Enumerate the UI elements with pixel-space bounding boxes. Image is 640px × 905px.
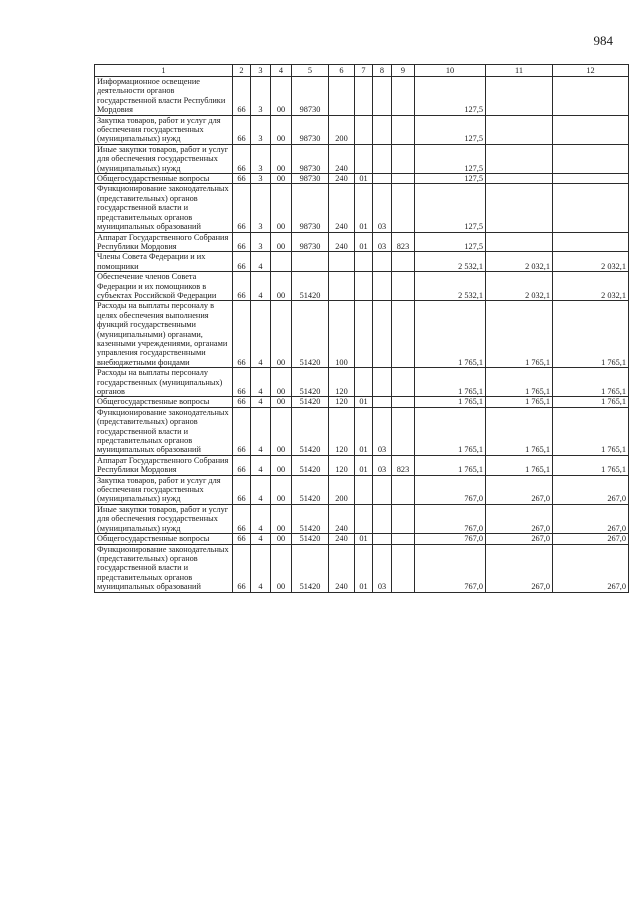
code-cell: 66	[233, 455, 251, 475]
code-cell: 51420	[292, 272, 329, 301]
column-header: 10	[415, 65, 486, 77]
row-name-cell: Функционирование законодательных (представительных) органов государственной власти и представительных органов муниципальных образований	[95, 407, 233, 455]
column-header: 1	[95, 65, 233, 77]
code-cell	[373, 144, 392, 173]
code-cell: 3	[251, 115, 271, 144]
code-cell: 51420	[292, 397, 329, 407]
amount-cell: 1 765,1	[486, 407, 553, 455]
amount-cell: 2 532,1	[415, 272, 486, 301]
amount-cell: 1 765,1	[486, 301, 553, 368]
table-row	[95, 407, 629, 455]
code-cell	[355, 301, 373, 368]
code-cell	[355, 368, 373, 397]
code-cell: 66	[233, 232, 251, 252]
code-cell: 01	[355, 534, 373, 544]
row-name-cell: Расходы на выплаты персоналу государственных (муниципальных) органов	[95, 368, 233, 397]
row-name-cell: Общегосударственные вопросы	[95, 534, 233, 544]
code-cell: 01	[355, 184, 373, 232]
code-cell: 00	[271, 77, 292, 116]
code-cell	[373, 504, 392, 533]
code-cell	[392, 504, 415, 533]
row-name-cell: Члены Совета Федерации и их помощники	[95, 252, 233, 272]
amount-cell: 2 032,1	[553, 272, 629, 301]
page-number: 984	[593, 33, 613, 48]
amount-cell: 2 032,1	[486, 272, 553, 301]
code-cell	[392, 301, 415, 368]
amount-cell: 127,5	[415, 232, 486, 252]
table-row	[95, 184, 629, 232]
code-cell	[392, 397, 415, 407]
amount-cell: 1 765,1	[553, 455, 629, 475]
table-row	[95, 272, 629, 301]
code-cell: 66	[233, 272, 251, 301]
code-cell: 51420	[292, 544, 329, 592]
table-row	[95, 455, 629, 475]
amount-cell: 267,0	[553, 534, 629, 544]
table-row	[95, 144, 629, 173]
code-cell: 98730	[292, 174, 329, 184]
amount-cell: 1 765,1	[486, 368, 553, 397]
code-cell	[392, 77, 415, 116]
row-name-cell: Общегосударственные вопросы	[95, 174, 233, 184]
column-header: 6	[329, 65, 355, 77]
code-cell	[373, 368, 392, 397]
code-cell: 4	[251, 455, 271, 475]
row-name-cell: Иные закупки товаров, работ и услуг для обеспечения государственных (муниципальных) нужд	[95, 144, 233, 173]
code-cell: 51420	[292, 301, 329, 368]
row-name-cell: Закупка товаров, работ и услуг для обеспечения государственных (муниципальных) нужд	[95, 115, 233, 144]
amount-cell: 267,0	[486, 544, 553, 592]
code-cell: 66	[233, 544, 251, 592]
code-cell	[392, 252, 415, 272]
code-cell: 66	[233, 174, 251, 184]
code-cell	[392, 115, 415, 144]
code-cell: 98730	[292, 77, 329, 116]
code-cell: 4	[251, 534, 271, 544]
code-cell	[392, 272, 415, 301]
table-row	[95, 475, 629, 504]
code-cell: 823	[392, 455, 415, 475]
code-cell: 3	[251, 232, 271, 252]
column-header: 3	[251, 65, 271, 77]
amount-cell: 1 765,1	[415, 455, 486, 475]
code-cell: 03	[373, 184, 392, 232]
code-cell	[355, 77, 373, 116]
code-cell: 240	[329, 544, 355, 592]
code-cell: 98730	[292, 144, 329, 173]
code-cell	[329, 77, 355, 116]
code-cell: 51420	[292, 504, 329, 533]
code-cell	[271, 252, 292, 272]
code-cell: 66	[233, 397, 251, 407]
column-header: 12	[553, 65, 629, 77]
table-row	[95, 544, 629, 592]
code-cell	[329, 272, 355, 301]
amount-cell: 767,0	[415, 544, 486, 592]
code-cell	[355, 504, 373, 533]
amount-cell: 267,0	[553, 544, 629, 592]
code-cell: 00	[271, 301, 292, 368]
code-cell	[373, 272, 392, 301]
code-cell: 120	[329, 407, 355, 455]
code-cell: 98730	[292, 184, 329, 232]
amount-cell	[553, 77, 629, 116]
code-cell: 4	[251, 252, 271, 272]
code-cell: 03	[373, 455, 392, 475]
code-cell: 240	[329, 504, 355, 533]
column-header: 2	[233, 65, 251, 77]
table-row	[95, 252, 629, 272]
code-cell	[392, 174, 415, 184]
code-cell	[373, 534, 392, 544]
code-cell: 240	[329, 184, 355, 232]
code-cell	[329, 252, 355, 272]
code-cell: 4	[251, 301, 271, 368]
amount-cell: 1 765,1	[553, 301, 629, 368]
code-cell: 4	[251, 504, 271, 533]
code-cell: 00	[271, 455, 292, 475]
code-cell	[373, 252, 392, 272]
table-row	[95, 397, 629, 407]
amount-cell: 267,0	[486, 534, 553, 544]
budget-table	[94, 64, 629, 593]
code-cell: 03	[373, 232, 392, 252]
amount-cell: 1 765,1	[553, 368, 629, 397]
code-cell: 66	[233, 407, 251, 455]
code-cell	[392, 368, 415, 397]
amount-cell: 267,0	[553, 475, 629, 504]
code-cell: 4	[251, 397, 271, 407]
code-cell: 51420	[292, 455, 329, 475]
amount-cell: 127,5	[415, 115, 486, 144]
amount-cell	[553, 115, 629, 144]
code-cell: 00	[271, 475, 292, 504]
code-cell: 01	[355, 397, 373, 407]
table-row	[95, 77, 629, 116]
code-cell: 3	[251, 77, 271, 116]
amount-cell: 2 032,1	[486, 252, 553, 272]
table-row	[95, 368, 629, 397]
code-cell	[373, 115, 392, 144]
code-cell: 66	[233, 252, 251, 272]
column-header: 8	[373, 65, 392, 77]
row-name-cell: Иные закупки товаров, работ и услуг для обеспечения государственных (муниципальных) нужд	[95, 504, 233, 533]
code-cell: 51420	[292, 368, 329, 397]
amount-cell: 127,5	[415, 144, 486, 173]
code-cell: 3	[251, 174, 271, 184]
table-row	[95, 504, 629, 533]
code-cell	[392, 544, 415, 592]
code-cell	[373, 301, 392, 368]
row-name-cell: Обеспечение членов Совета Федерации и их помощников в субъектах Российской Федерации	[95, 272, 233, 301]
amount-cell: 767,0	[415, 504, 486, 533]
code-cell	[355, 475, 373, 504]
code-cell: 01	[355, 232, 373, 252]
code-cell: 66	[233, 301, 251, 368]
code-cell: 200	[329, 475, 355, 504]
column-header: 7	[355, 65, 373, 77]
amount-cell: 1 765,1	[415, 368, 486, 397]
code-cell	[292, 252, 329, 272]
code-cell	[373, 475, 392, 504]
code-cell: 00	[271, 144, 292, 173]
code-cell: 66	[233, 504, 251, 533]
row-name-cell: Аппарат Государственного Собрания Республики Мордовия	[95, 455, 233, 475]
code-cell	[392, 475, 415, 504]
table-row	[95, 301, 629, 368]
amount-cell: 267,0	[486, 504, 553, 533]
amount-cell	[553, 184, 629, 232]
row-name-cell: Функционирование законодательных (представительных) органов государственной власти и представительных органов муниципальных образований	[95, 184, 233, 232]
code-cell	[392, 407, 415, 455]
code-cell: 66	[233, 534, 251, 544]
code-cell: 51420	[292, 475, 329, 504]
code-cell: 3	[251, 184, 271, 232]
code-cell	[355, 252, 373, 272]
amount-cell: 1 765,1	[486, 397, 553, 407]
code-cell: 00	[271, 174, 292, 184]
column-header: 4	[271, 65, 292, 77]
amount-cell: 1 765,1	[415, 397, 486, 407]
code-cell	[355, 272, 373, 301]
column-header: 9	[392, 65, 415, 77]
code-cell: 51420	[292, 407, 329, 455]
amount-cell: 1 765,1	[553, 397, 629, 407]
column-header: 5	[292, 65, 329, 77]
code-cell	[392, 534, 415, 544]
amount-cell	[486, 144, 553, 173]
row-name-cell: Информационное освещение деятельности органов государственной власти Республики Мордовия	[95, 77, 233, 116]
code-cell: 00	[271, 115, 292, 144]
code-cell: 66	[233, 77, 251, 116]
code-cell: 01	[355, 407, 373, 455]
code-cell: 200	[329, 115, 355, 144]
code-cell: 00	[271, 397, 292, 407]
amount-cell	[553, 144, 629, 173]
amount-cell	[486, 115, 553, 144]
amount-cell: 2 032,1	[553, 252, 629, 272]
code-cell: 00	[271, 504, 292, 533]
code-cell: 01	[355, 455, 373, 475]
code-cell: 823	[392, 232, 415, 252]
code-cell: 00	[271, 232, 292, 252]
table-row	[95, 232, 629, 252]
code-cell: 51420	[292, 534, 329, 544]
code-cell	[392, 184, 415, 232]
code-cell: 98730	[292, 232, 329, 252]
amount-cell	[553, 232, 629, 252]
code-cell: 00	[271, 272, 292, 301]
amount-cell	[486, 232, 553, 252]
amount-cell: 1 765,1	[486, 455, 553, 475]
table-row	[95, 174, 629, 184]
code-cell: 4	[251, 407, 271, 455]
table-row	[95, 115, 629, 144]
column-header: 11	[486, 65, 553, 77]
code-cell: 3	[251, 144, 271, 173]
code-cell: 98730	[292, 115, 329, 144]
code-cell	[373, 174, 392, 184]
code-cell: 03	[373, 407, 392, 455]
table-row	[95, 534, 629, 544]
amount-cell: 127,5	[415, 184, 486, 232]
amount-cell: 127,5	[415, 77, 486, 116]
amount-cell: 267,0	[553, 504, 629, 533]
code-cell	[373, 397, 392, 407]
code-cell: 00	[271, 184, 292, 232]
code-cell: 4	[251, 272, 271, 301]
code-cell: 00	[271, 407, 292, 455]
code-cell: 4	[251, 475, 271, 504]
amount-cell: 1 765,1	[415, 407, 486, 455]
code-cell: 240	[329, 534, 355, 544]
amount-cell: 1 765,1	[553, 407, 629, 455]
code-cell: 4	[251, 368, 271, 397]
row-name-cell: Аппарат Государственного Собрания Республики Мордовия	[95, 232, 233, 252]
code-cell: 240	[329, 232, 355, 252]
amount-cell	[486, 174, 553, 184]
row-name-cell: Расходы на выплаты персоналу в целях обеспечения выполнения функций государственными (муниципальными) органами, казенными учреждениями, органами управления государственными внебюджетными фондами	[95, 301, 233, 368]
code-cell: 120	[329, 368, 355, 397]
amount-cell: 2 532,1	[415, 252, 486, 272]
code-cell: 01	[355, 174, 373, 184]
code-cell: 00	[271, 368, 292, 397]
amount-cell: 1 765,1	[415, 301, 486, 368]
row-name-cell: Закупка товаров, работ и услуг для обеспечения государственных (муниципальных) нужд	[95, 475, 233, 504]
code-cell: 240	[329, 174, 355, 184]
code-cell	[355, 144, 373, 173]
code-cell: 100	[329, 301, 355, 368]
code-cell	[392, 144, 415, 173]
amount-cell	[486, 77, 553, 116]
code-cell: 00	[271, 544, 292, 592]
amount-cell: 127,5	[415, 174, 486, 184]
code-cell: 66	[233, 144, 251, 173]
amount-cell: 767,0	[415, 534, 486, 544]
code-cell: 66	[233, 368, 251, 397]
amount-cell	[553, 174, 629, 184]
code-cell: 120	[329, 455, 355, 475]
amount-cell: 767,0	[415, 475, 486, 504]
code-cell: 01	[355, 544, 373, 592]
code-cell: 03	[373, 544, 392, 592]
code-cell: 120	[329, 397, 355, 407]
code-cell: 4	[251, 544, 271, 592]
code-cell: 00	[271, 534, 292, 544]
code-cell	[373, 77, 392, 116]
code-cell: 240	[329, 144, 355, 173]
code-cell: 66	[233, 184, 251, 232]
header-row	[95, 65, 629, 77]
amount-cell: 267,0	[486, 475, 553, 504]
row-name-cell: Функционирование законодательных (представительных) органов государственной власти и представительных органов муниципальных образований	[95, 544, 233, 592]
row-name-cell: Общегосударственные вопросы	[95, 397, 233, 407]
code-cell	[355, 115, 373, 144]
amount-cell	[486, 184, 553, 232]
code-cell: 66	[233, 115, 251, 144]
code-cell: 66	[233, 475, 251, 504]
